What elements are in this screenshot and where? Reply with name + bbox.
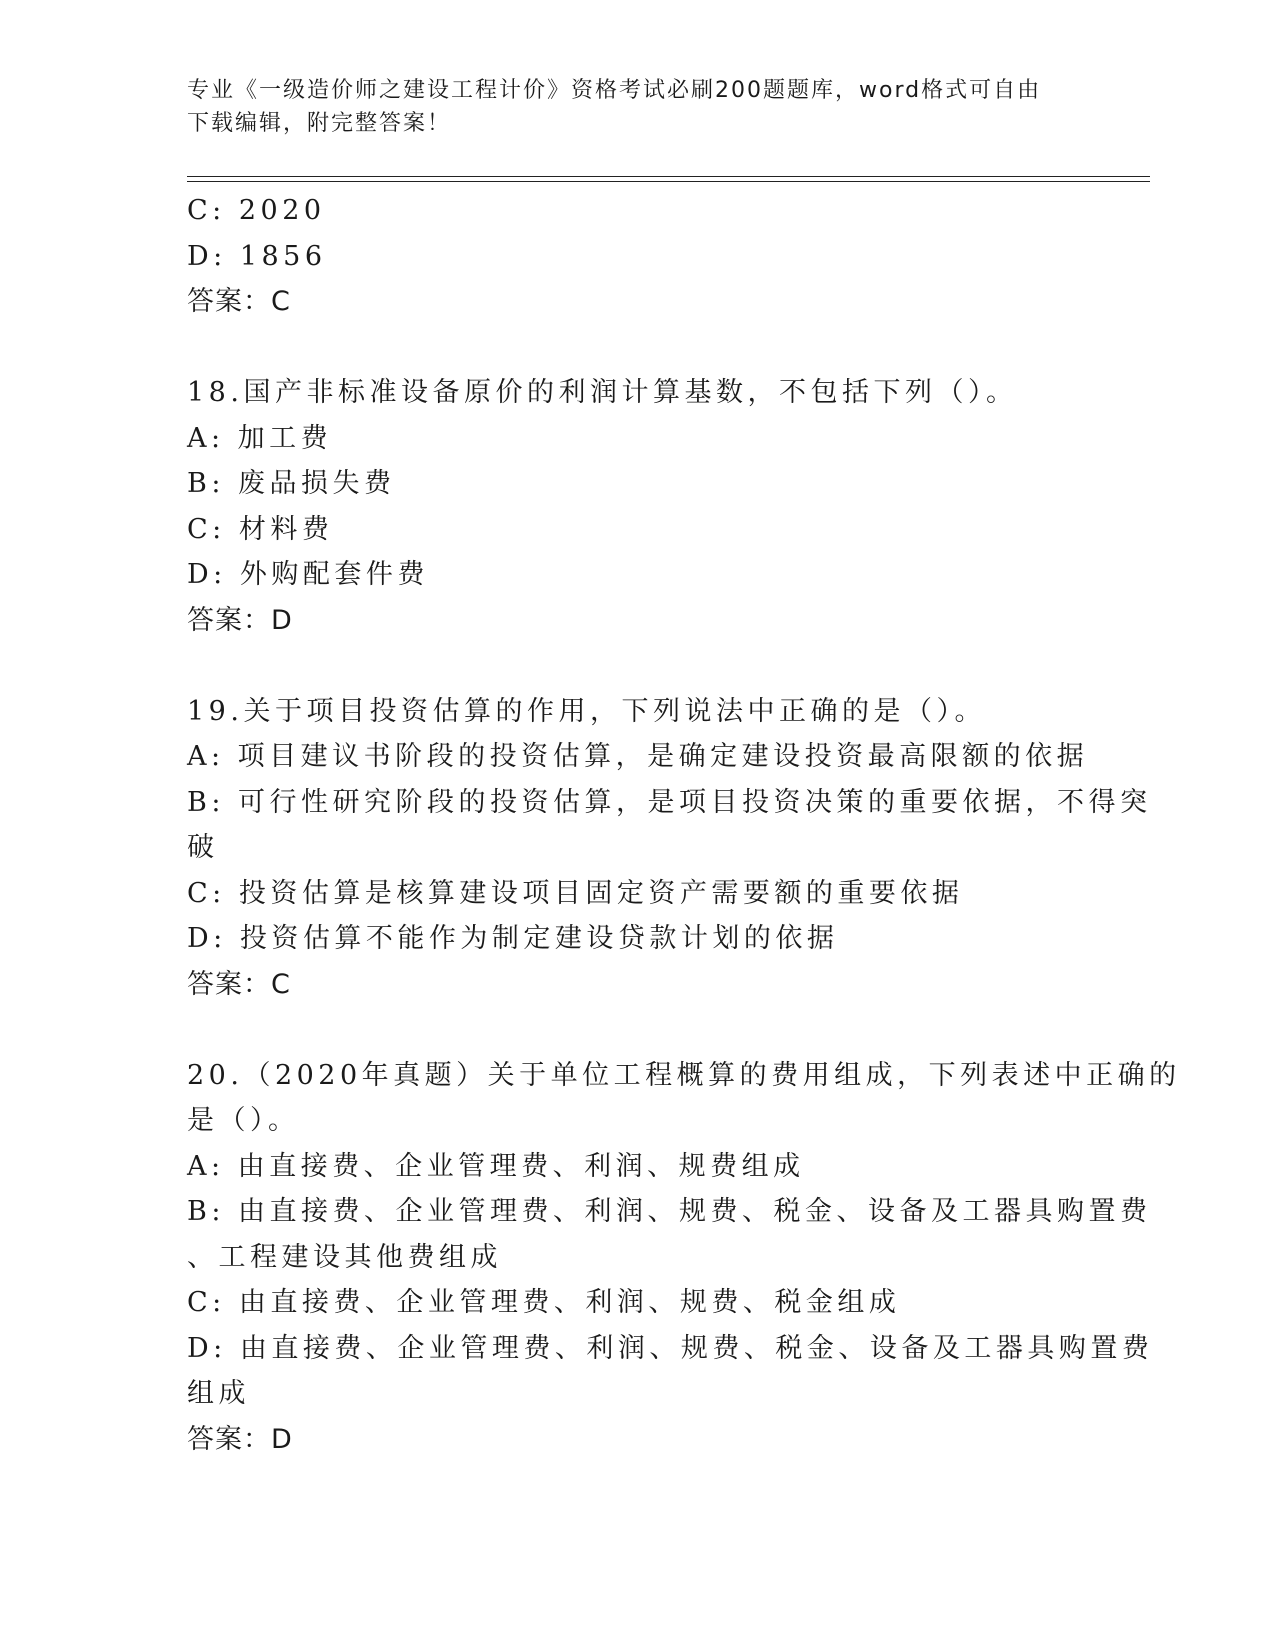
- spacer: [187, 325, 1087, 371]
- question-stem: 20.（2020年真题）关于单位工程概算的费用组成，下列表述中正确的: [187, 1059, 1181, 1091]
- question-stem: 19.关于项目投资估算的作用，下列说法中正确的是（）。: [187, 695, 986, 727]
- spacer: [187, 1007, 1087, 1053]
- option-b: B: 废品损失费: [187, 468, 396, 499]
- option-d: D: 1856: [187, 240, 327, 272]
- question-stem-continued: 是（）。: [187, 1105, 300, 1136]
- document-header: [187, 74, 1067, 140]
- answer: 答案：D: [187, 1423, 293, 1455]
- answer: 答案：C: [187, 968, 291, 1000]
- question-20: [187, 1053, 1181, 1463]
- answer: 答案：C: [187, 286, 291, 317]
- option-d: D: 外购配套件费: [187, 559, 429, 590]
- question-list: [187, 188, 1181, 1462]
- spacer: [187, 643, 1087, 689]
- option-d: D: 投资估算不能作为制定建设贷款计划的依据: [187, 923, 839, 954]
- option-c: C: 投资估算是核算建设项目固定资产需要额的重要依据: [187, 877, 964, 909]
- answer: 答案：D: [187, 604, 293, 636]
- header-line-1: 专业《一级造价师之建设工程计价》资格考试必刷200题题库，word格式可自由: [187, 78, 1042, 103]
- header-divider-bottom: [187, 181, 1150, 182]
- header-line-2: 下载编辑，附完整答案！: [187, 111, 452, 136]
- option-d-continued: 组成: [187, 1378, 250, 1409]
- option-b-continued: 破: [187, 832, 219, 863]
- option-a: A: 加工费: [187, 422, 333, 454]
- question-stem: 18.国产非标准设备原价的利润计算基数，不包括下列（）。: [187, 377, 1018, 408]
- option-a: A: 项目建议书阶段的投资估算，是确定建设投资最高限额的依据: [187, 741, 1089, 772]
- option-b: B: 由直接费、企业管理费、利润、规费、税金、设备及工器具购置费: [187, 1196, 1152, 1227]
- option-b: B: 可行性研究阶段的投资估算，是项目投资决策的重要依据，不得突: [187, 786, 1152, 818]
- question-19: [187, 689, 1152, 1008]
- question-18: [187, 370, 1087, 643]
- option-a: A: 由直接费、企业管理费、利润、规费组成: [187, 1150, 805, 1182]
- option-d: D: 由直接费、企业管理费、利润、规费、税金、设备及工器具购置费: [187, 1332, 1154, 1364]
- option-b-continued: 、工程建设其他费组成: [187, 1241, 502, 1273]
- question-17-continued: [187, 188, 1087, 325]
- option-c: C: 材料费: [187, 513, 334, 545]
- option-c: C: 由直接费、企业管理费、利润、规费、税金组成: [187, 1287, 901, 1318]
- header-divider-top: [187, 176, 1150, 177]
- option-c: C: 2020: [187, 195, 326, 226]
